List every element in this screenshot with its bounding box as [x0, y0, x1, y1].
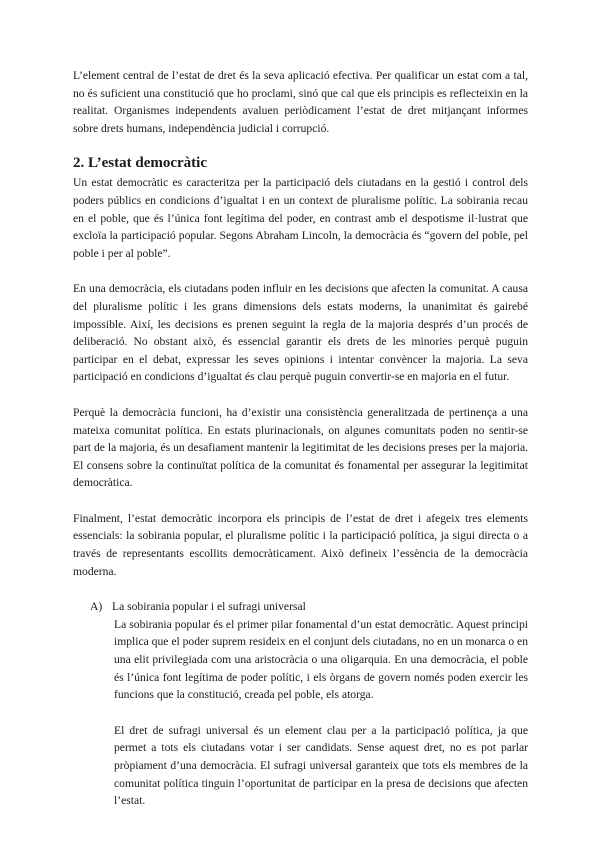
document-page [73, 67, 528, 810]
section-paragraph-2: En una democràcia, els ciutadans poden influir en les decisions que afecten la comunitat. A causa del pluralisme polític i les grans dimensions dels estats moderns, la unanimitat és gairebé impossible. Així, les decisions es prenen seguint la regla de la majoria després d’un procés de deliberació. No obstant això, és essencial garantir els drets de les minories perquè puguin participar en el debat, expressar les seves opinions i intentar convèncer la majoria. La seva participació en condicions d’igualtat és clau perquè puguin convertir-se en majoria en el futur. [73, 282, 528, 384]
subsection-title: La sobirania popular i el sufragi universal [112, 600, 306, 614]
intro-paragraph: L’element central de l’estat de dret és la seva aplicació efectiva. Per qualificar un estat com a tal, no és suficient una constitució que ho proclami, sinó que cal que els principis es reflecteixin en la realitat. Organismes independents avaluen periòdicament l’estat de dret mitjançant informes sobre drets humans, independència judicial i corrupció. [73, 69, 528, 135]
section-paragraph-1: Un estat democràtic es caracteritza per la participació dels ciutadans en la gestió i control dels poders públics en condicions d’igualtat i en un context de pluralisme polític. La sobirania recau en el poble, que és l’única font legítima del poder, en contrast amb el despotisme il·lustrat que excloïa la participació popular. Segons Abraham Lincoln, la democràcia és “govern del poble, pel poble i per al poble”. [73, 176, 528, 260]
section-paragraph-4: Finalment, l’estat democràtic incorpora els principis de l’estat de dret i afegeix tres elements essencials: la sobirania popular, el pluralisme polític i la participació política, ja sigui directa o a través de representants escollits democràticament. Això defineix l’essència de la democràcia moderna. [73, 511, 528, 578]
section-heading: 2. L’estat democràtic [73, 155, 207, 172]
subsection-heading [90, 598, 528, 616]
subsection-marker: A) [90, 600, 103, 614]
subsection-body [90, 616, 528, 810]
subsection-paragraph-1: La sobirania popular és el primer pilar fonamental d’un estat democràtic. Aquest principi implica que el poder suprem resideix en el conjunt dels ciutadans, no en un monarca o en una elit privilegiada com una aristocràcia o una oligarquia. En una democràcia, el poble és l’única font legítima de poder polític, i els òrgans de govern només poden exercir les funcions que la constitució, creada pel poble, els atorga. [114, 617, 528, 702]
subsection [73, 598, 528, 810]
section-paragraph-3: Perquè la democràcia funcioni, ha d’existir una consistència generalitzada de pertinença a una mateixa comunitat política. En estats plurinacionals, on algunes comunitats poden no sentir-se part de la majoria, és un desafiament mantenir la legitimitat de les decisions preses per la majoria. El consens sobre la continuïtat política de la comunitat és fonamental per assegurar la legitimitat democràtica. [73, 405, 528, 490]
subsection-paragraph-2: El dret de sufragi universal és un element clau per a la participació política, ja que permet a tots els ciutadans votar i ser candidats. Sense aquest dret, no es pot parlar pròpiament d’una democràcia. El sufragi universal garanteix que tots els membres de la comunitat política tinguin l’oportunitat de participar en la presa de decisions que afecten l’estat. [114, 723, 528, 808]
